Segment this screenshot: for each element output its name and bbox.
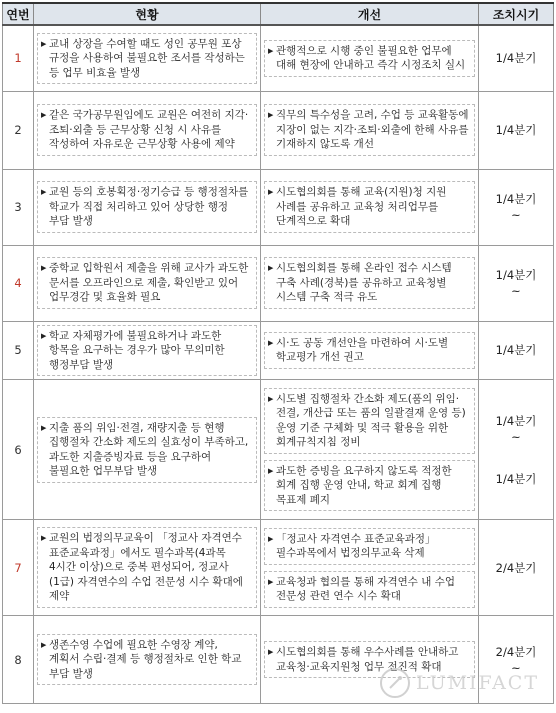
improvement-box (264, 571, 475, 608)
triangle-bullet-icon: ▶ (41, 331, 47, 340)
time-cell (479, 520, 554, 616)
triangle-bullet-icon: ▶ (268, 648, 274, 656)
time-continue: ~ (511, 429, 521, 444)
improvement-text: 직무의 특수성을 고려, 수업 등 교육활동에 지장이 없는 지각·조퇴·외출에 한해 사유를 기재하지 않도록 개선 (276, 109, 469, 151)
row-number: 5 (3, 321, 34, 380)
improvement-cell (261, 245, 479, 321)
current-text: 학교 자체평가에 불필요하거나 과도한 항목을 요구하는 경우가 많아 무의미한 행정부담 발생 (49, 329, 225, 371)
row-number: 2 (3, 91, 34, 169)
table-row (3, 91, 554, 169)
time-text: 2/4분기 (495, 560, 537, 575)
triangle-bullet-icon: ▶ (268, 264, 274, 273)
watermark (380, 668, 539, 698)
time-text: 1/4분기 (495, 192, 537, 206)
time-continue: ~ (511, 208, 521, 222)
current-cell (34, 616, 261, 704)
current-box (37, 33, 257, 85)
improvement-cell (261, 380, 479, 520)
improvement-cell (261, 520, 479, 616)
triangle-bullet-icon: ▶ (41, 264, 47, 273)
current-box (37, 104, 257, 156)
triangle-bullet-icon: ▶ (41, 423, 47, 432)
table-row (3, 321, 554, 380)
current-box (37, 527, 257, 608)
time-cell (479, 91, 554, 169)
time-text: 1/4분기 (495, 471, 537, 486)
current-box (37, 181, 257, 233)
current-box (37, 325, 257, 377)
time-cell (479, 321, 554, 380)
improvement-cell (261, 169, 479, 245)
time-text: 1/4분기 (495, 343, 537, 358)
table-row (3, 25, 554, 91)
current-text: 같은 국가공무원임에도 교원은 여전히 지각·조퇴·외출 등 근무상황 신청 시 사유를 작성하여 자유로운 근무상황 사용에 제약 (49, 109, 249, 151)
improvement-text: 시도별 집행절차 간소화 제도(품의 위임·전결, 개산급 또는 품의 일괄결재 운영 등) 운영 기준 구체화 및 적극 활용을 위한 회계규칙지침 정비 (276, 392, 466, 449)
improvement-box (264, 332, 475, 369)
row-number: 6 (3, 380, 34, 520)
time-cell (479, 169, 554, 245)
current-text: 지출 품의 위임·전결, 재량지출 등 현행 집행절차 간소화 제도의 실효성이 부족하고, 과도한 지출증빙자료 등을 요구하여 불필요한 업무부담 발생 (49, 421, 249, 477)
current-text: 생존수영 수업에 필요한 수영장 계약, 계획서 수립·결제 등 행정절차로 인한 학교 부담 발생 (49, 638, 242, 680)
improvement-box (264, 104, 475, 156)
time-text: 1/4분기 (495, 413, 537, 428)
triangle-bullet-icon: ▶ (41, 111, 47, 120)
time-text: 2/4분기 (495, 644, 537, 659)
triangle-bullet-icon: ▶ (268, 338, 274, 347)
current-cell (34, 91, 261, 169)
header-row (3, 3, 554, 25)
improvement-cell (261, 25, 479, 91)
time-cell (479, 25, 554, 91)
improvement-cell (261, 321, 479, 380)
header-current: 현황 (34, 3, 261, 25)
current-text: 교원 등의 호봉획정·정기승급 등 행정절차를 학교가 직접 처리하고 있어 상당한 행정 부담 발생 (49, 186, 249, 228)
triangle-bullet-icon: ▶ (268, 188, 274, 197)
triangle-bullet-icon: ▶ (268, 577, 274, 586)
row-number: 3 (3, 169, 34, 245)
time-cell (479, 380, 554, 520)
time-continue: ~ (511, 284, 521, 298)
time-text: 1/4분기 (495, 123, 537, 137)
triangle-bullet-icon: ▶ (41, 39, 47, 48)
triangle-bullet-icon: ▶ (268, 111, 274, 120)
triangle-bullet-icon: ▶ (268, 466, 274, 475)
triangle-bullet-icon: ▶ (268, 534, 274, 543)
table-row (3, 169, 554, 245)
current-cell (34, 245, 261, 321)
improvement-box (264, 460, 475, 512)
improvement-text: 「정교사 자격연수 표준교육과정」 필수과목에서 법정의무교육 삭제 (276, 532, 436, 559)
time-text: 1/4분기 (495, 51, 537, 66)
triangle-bullet-icon: ▶ (268, 394, 274, 403)
current-cell (34, 380, 261, 520)
improvement-box (264, 388, 475, 454)
triangle-bullet-icon: ▶ (41, 640, 47, 649)
improvement-text: 시도협의회를 통해 교육(지원)청 지원 사례를 공유하고 교육청 처리업무를 단계적으로 확대 (276, 186, 447, 228)
row-number: 1 (3, 25, 34, 91)
current-cell (34, 169, 261, 245)
improvement-text: 교육청과 협의를 통해 자격연수 내 수업 전문성 관련 연수 시수 확대 (276, 575, 455, 602)
row-number: 4 (3, 245, 34, 321)
improvement-box (264, 257, 475, 309)
current-text: 교원의 법정의무교육이 「정교사 자격연수 표준교육과정」에서도 필수과목(4과목 4시간 이상)으로 중복 편성되어, 정교사(1급) 자격연수의 수업 전문성 시수 확대에 제약 (49, 532, 243, 603)
header-num: 연번 (3, 3, 34, 25)
row-number: 7 (3, 520, 34, 616)
improvement-text: 관행적으로 시행 중인 불필요한 업무에 대해 현장에 안내하고 즉각 시정조치 실시 (276, 44, 466, 72)
current-cell (34, 321, 261, 380)
triangle-bullet-icon: ▶ (41, 188, 47, 197)
current-box (37, 634, 257, 686)
time-cell (479, 245, 554, 321)
triangle-bullet-icon: ▶ (268, 46, 274, 55)
header-time: 조치시기 (479, 3, 554, 25)
improvement-box (264, 181, 475, 233)
improvement-box (264, 40, 475, 77)
current-text: 중학교 입학원서 제출을 위해 교사가 과도한 문서를 오프라인으로 제출, 확인받고 있어 업무경감 및 효율화 필요 (49, 262, 249, 304)
current-box (37, 417, 257, 483)
table-row (3, 520, 554, 616)
watermark-text: LUMIFACT (416, 672, 540, 694)
task-table (2, 2, 554, 704)
improvement-text: 과도한 증빙을 요구하지 않도록 적정한 회계 집행 운영 안내, 학교 회계 집행 목표제 폐지 (276, 464, 452, 506)
current-box (37, 257, 257, 309)
current-cell (34, 25, 261, 91)
lumifact-logo-icon (380, 668, 410, 698)
time-continue: ~ (511, 660, 521, 675)
table-row (3, 245, 554, 321)
header-improvement: 개선 (261, 3, 479, 25)
time-text: 1/4분기 (495, 268, 537, 282)
row-number: 8 (3, 616, 34, 704)
improvement-text: 시도협의회를 통해 온라인 접수 시스템 구축 사례(경북)를 공유하고 교육청별 시스템 구축 적극 유도 (276, 262, 452, 304)
triangle-bullet-icon: ▶ (41, 534, 47, 543)
current-cell (34, 520, 261, 616)
table-row (3, 380, 554, 520)
improvement-text: 시도협의회를 통해 우수사례를 안내하고 교육청·교육지원청 업무 전진적 확대 (276, 646, 459, 673)
improvement-cell (261, 91, 479, 169)
improvement-text: 시·도 공동 개선안을 마련하여 시·도별 학교평가 개선 권고 (276, 336, 449, 364)
improvement-box (264, 528, 475, 565)
current-text: 교내 상장을 수여할 때도 성인 공무원 포상 규정을 사용하여 불필요한 조서를 작성하는 등 업무 비효율 발생 (49, 37, 245, 79)
